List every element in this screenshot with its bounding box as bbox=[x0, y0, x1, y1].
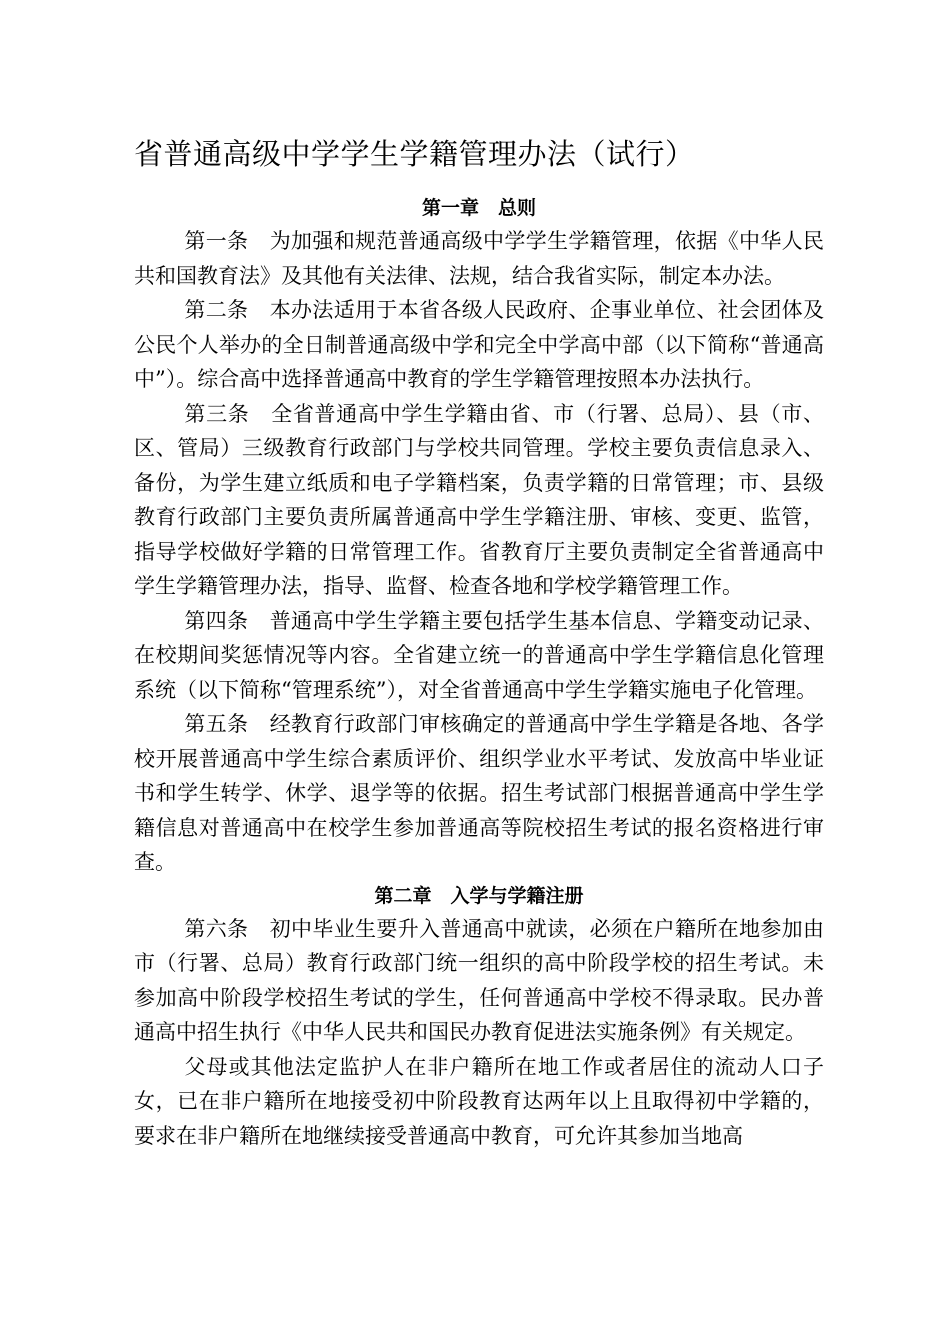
document-title: 省普通高级中学学生学籍管理办法（试行） bbox=[134, 137, 695, 171]
chapter-2 bbox=[134, 880, 824, 1154]
chapter-heading: 第二章 入学与学籍注册 bbox=[374, 884, 584, 907]
article-5: 第五条 经教育行政部门审核确定的普通高中学生学籍是各地、各学校开展普通高中学生综合素质评价、组织学业水平考试、发放高中毕业证书和学生转学、休学、退学等的依据。招生考试部门根据普通高中学生学籍信息对普通高中在校学生参加普通高等院校招生考试的报名资格进行审查。 bbox=[134, 712, 824, 874]
article-4: 第四条 普通高中学生学籍主要包括学生基本信息、学籍变动记录、在校期间奖惩情况等内容。全省建立统一的普通高中学生学籍信息化管理系统（以下简称“管理系统”），对全省普通高中学生学籍实施电子化管理。 bbox=[134, 608, 824, 702]
chapter-heading: 第一章 总则 bbox=[421, 197, 536, 219]
article-1: 第一条 为加强和规范普通高级中学学生学籍管理，依据《中华人民共和国教育法》及其他有关法律、法规，结合我省实际，制定本办法。 bbox=[134, 229, 824, 288]
article-6-paragraph-2: 父母或其他法定监护人在非户籍所在地工作或者居住的流动人口子女，已在非户籍所在地接受初中阶段教育达两年以上且取得初中学籍的，要求在非户籍所在地继续接受普通高中教育，可允许其参加当地高 bbox=[134, 1054, 824, 1148]
article-6: 第六条 初中毕业生要升入普通高中就读，必须在户籍所在地参加由市（行署、总局）教育行政部门统一组织的高中阶段学校的招生考试。未参加高中阶段学校招生考试的学生，任何普通高中学校不得录取。民办普通高中招生执行《中华人民共和国民办教育促进法实施条例》有关规定。 bbox=[134, 916, 824, 1044]
document-page bbox=[134, 132, 824, 1153]
article-2: 第二条 本办法适用于本省各级人民政府、企事业单位、社会团体及公民个人举办的全日制普通高级中学和完全中学高中部（以下简称“普通高中”）。综合高中选择普通高中教育的学生学籍管理按照本办法执行。 bbox=[134, 298, 824, 391]
article-3: 第三条 全省普通高中学生学籍由省、市（行署、总局）、县（市、区、管局）三级教育行政部门与学校共同管理。学校主要负责信息录入、备份，为学生建立纸质和电子学籍档案，负责学籍的日常管理；市、县级教育行政部门主要负责所属普通高中学生学籍注册、审核、变更、监管，指导学校做好学籍的日常管理工作。省教育厅主要负责制定全省普通高中学生学籍管理办法，指导、监督、检查各地和学校学籍管理工作。 bbox=[134, 401, 824, 598]
chapter-1 bbox=[134, 192, 824, 880]
